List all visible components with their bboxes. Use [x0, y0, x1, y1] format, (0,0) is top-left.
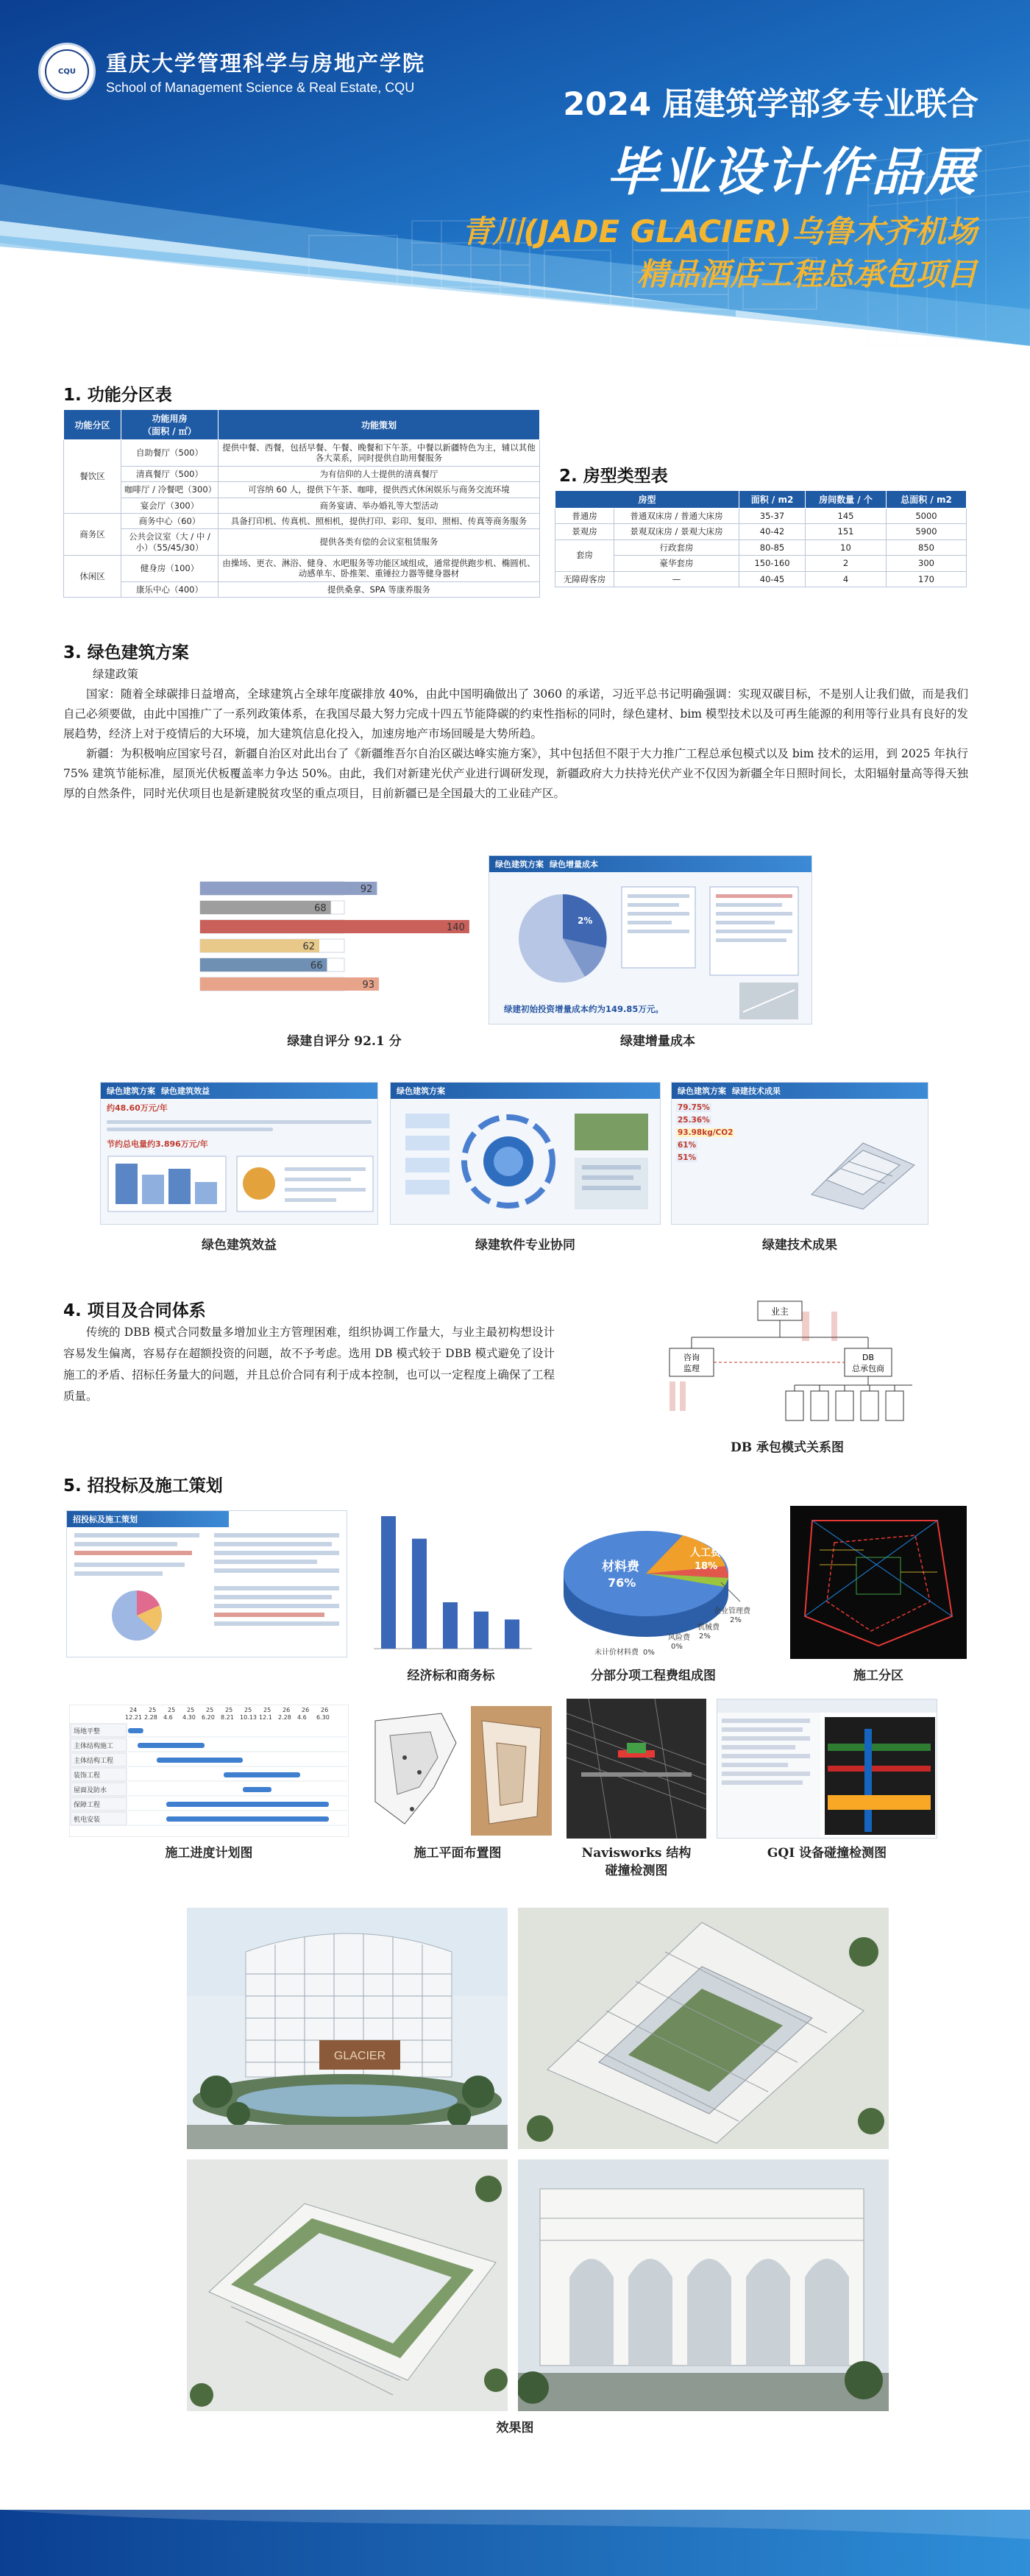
score-bar: [200, 977, 379, 991]
room-area: 40-45: [739, 571, 806, 587]
plan-cell: 提供各类有偿的会议室租赁服务: [219, 529, 540, 556]
contract-paragraph: 传统的 DBB 模式合同数量多增加业主方管理困难，组织协调工作量大，与业主最初构想设计容易发生偏离，容易存在超额投资的问题，故不予考虑。选用 DB 模式较于 DBB 模式避免了设计施工的矛盾、招标任务量大的问题，并且总价合同有利于成本控制，也可以一定程度上确保了工程质量。: [63, 1326, 555, 1403]
score-bar-label: 140: [447, 922, 465, 933]
gantt-date: 26: [283, 1707, 291, 1713]
econ-bar: [505, 1619, 519, 1649]
card-header-title: 绿色建筑方案: [495, 860, 544, 869]
score-bar: [200, 920, 469, 933]
school-name-en: School of Management Science & Real Estate, CQU: [106, 80, 415, 95]
plan-cell: 可容纳 60 人，提供下午茶、咖啡，提供西式休闲娱乐与商务交流环境: [219, 482, 540, 498]
gantt-row-label: 主体结构工程: [74, 1758, 114, 1765]
econ-bar: [443, 1602, 458, 1649]
plan-cell: 具备打印机、传真机、照相机，提供打印、彩印、复印、照相、传真等商务服务: [219, 513, 540, 528]
room-type: 普通双床房 / 普通大床房: [614, 509, 739, 524]
col-header: 面积 / m2: [739, 491, 806, 509]
tech-value: 51%: [678, 1153, 697, 1162]
schedule-gantt-chart: [69, 1705, 349, 1837]
score-bar: [200, 939, 319, 952]
gantt-date: 8.21: [221, 1714, 234, 1721]
score-bar-label: 62: [302, 941, 316, 952]
gantt-date: 4.6: [297, 1714, 307, 1721]
render-side-aerial-view: [187, 2159, 508, 2411]
gantt-row-label: 主体结构施工: [74, 1743, 114, 1750]
gantt-row-label: 屋面及防水: [74, 1787, 107, 1794]
table-row: [64, 556, 540, 582]
gantt-row-label: 保障工程: [74, 1802, 101, 1809]
room-type-table: [555, 490, 967, 587]
render-photo-4: [518, 2159, 889, 2411]
caption-gqi: GQI 设备碰撞检测图: [767, 1846, 887, 1861]
col-header: 功能分区: [64, 410, 121, 440]
room-total: 5000: [887, 509, 967, 524]
pie-small-label: 0%: [643, 1649, 655, 1657]
card-header-title: 绿色建筑方案: [397, 1086, 445, 1096]
room-type: 行政套房: [614, 539, 739, 555]
score-bar-label: 93: [362, 980, 375, 991]
db-relationship-diagram: [647, 1297, 927, 1437]
pie-label: 76%: [608, 1576, 636, 1590]
gantt-date: 25: [244, 1707, 252, 1713]
section5-title: 5. 招投标及施工策划: [63, 1476, 223, 1496]
room-category: 无障碍客房: [555, 571, 614, 587]
zone-cell: 休闲区: [64, 556, 121, 598]
gantt-bar: [243, 1787, 271, 1792]
title-line-1: 2024 届建筑学部多专业联合: [563, 86, 979, 123]
tech-value: 25.36%: [678, 1116, 710, 1125]
room-type: —: [614, 571, 739, 587]
tech-value: 79.75%: [678, 1103, 710, 1112]
gantt-date: 24: [129, 1707, 138, 1713]
gantt-row-label: 装饰工程: [74, 1772, 101, 1780]
pie-small-label: 企业管理费: [714, 1607, 750, 1616]
render-sign-text: GLACIER: [333, 2050, 386, 2062]
score-bar: [200, 901, 331, 914]
room-count: 145: [806, 509, 887, 524]
node-db-label: 总承包商: [852, 1364, 884, 1373]
gantt-date: 25: [263, 1707, 271, 1713]
tech-building-graphic: [797, 1099, 922, 1217]
policy-subtitle: 绿建政策: [93, 668, 139, 681]
room-category: 景观房: [555, 524, 614, 539]
tech-value: 93.98kg/CO2: [678, 1128, 734, 1137]
room-table-header: [555, 491, 967, 509]
col-header: 功能策划: [219, 410, 540, 440]
cost-pie-percent: 2%: [578, 916, 593, 926]
green-software-card: [390, 1082, 661, 1225]
card-header-sub: 绿色建筑效益: [161, 1086, 210, 1096]
col-header: 总面积 / m2: [887, 491, 967, 509]
node-owner-label: 业主: [770, 1306, 789, 1317]
render-photo-2: [518, 1908, 889, 2149]
gantt-bar: [128, 1728, 143, 1733]
pie-small-label: 2%: [730, 1616, 742, 1624]
table-row: [64, 581, 540, 597]
card-header: [391, 1083, 660, 1099]
room-category: 普通房: [555, 509, 614, 524]
caption-green-cost: 绿建增量成本: [620, 1034, 695, 1049]
green-score-bar-chart: [197, 876, 491, 1008]
score-bar: [200, 882, 377, 895]
gantt-date: 25: [225, 1707, 233, 1713]
bid-planning-card: [66, 1510, 347, 1657]
plan-cell: 提供桑拿、SPA 等康养服务: [219, 581, 540, 597]
gantt-row-label: 场地平整: [74, 1728, 101, 1735]
gqi-clash-view: [717, 1699, 937, 1839]
school-logo-group: [38, 43, 425, 100]
caption-cost-composition: 分部分项工程费组成图: [591, 1669, 716, 1683]
room-count: 10: [806, 539, 887, 555]
gantt-bar: [157, 1758, 243, 1763]
gantt-date: 25: [168, 1707, 176, 1713]
gantt-date: 2.28: [144, 1714, 157, 1721]
gantt-date: 12.21: [125, 1714, 142, 1721]
zone-cell: 商务区: [64, 513, 121, 555]
card-header-title: 绿色建筑方案: [678, 1086, 726, 1096]
render-aerial-view: [518, 1908, 889, 2149]
gantt-date: 25: [187, 1707, 195, 1713]
cost-composition-pie: [550, 1507, 771, 1662]
pie-label: 材料费: [602, 1560, 639, 1574]
zone-cell: 餐饮区: [64, 440, 121, 514]
room-cell: 自助餐厅（500）: [121, 440, 219, 467]
software-collab-diagram: [391, 1099, 661, 1224]
cad-zone-graphic: [790, 1506, 967, 1659]
table-row: [555, 571, 967, 587]
benefit-value-2: 节约总电量约3.896万元/年: [107, 1139, 208, 1149]
card-header-sub: 绿色增量成本: [550, 860, 598, 869]
col-header: 房间数量 / 个: [806, 491, 887, 509]
gantt-bar: [138, 1743, 205, 1748]
card-header: [489, 856, 811, 872]
navisworks-clash-view: [566, 1699, 706, 1839]
title-line-4: 精品酒店工程总承包项目: [636, 256, 977, 292]
render-front-view: [187, 1908, 508, 2149]
caption-construction-zone: 施工分区: [853, 1669, 903, 1683]
card-header-sub: 绿建技术成果: [732, 1086, 781, 1096]
card-header: [672, 1083, 928, 1099]
table-row: [555, 539, 967, 555]
table-row: [64, 513, 540, 528]
construction-zone-cad: [790, 1506, 967, 1659]
render-courtyard-view: [518, 2159, 889, 2411]
table-row: [64, 482, 540, 498]
room-area: 150-160: [739, 556, 806, 571]
econ-bar: [474, 1612, 489, 1649]
table-row: [555, 509, 967, 524]
room-type: 豪华套房: [614, 556, 739, 571]
room-area: 35-37: [739, 509, 806, 524]
section1-title: 1. 功能分区表: [63, 386, 172, 405]
table-row: [64, 529, 540, 556]
render-photo-1: [187, 1908, 508, 2149]
plan-cell: 商务宴请、举办婚礼等大型活动: [219, 498, 540, 513]
gantt-date: 26: [302, 1707, 310, 1713]
header-banner: [0, 0, 1030, 346]
footer-band: [0, 2510, 1030, 2576]
gantt-date: 26: [321, 1707, 329, 1713]
card-header-title: 招投标及施工策划: [73, 1515, 138, 1524]
section4-title: 4. 项目及合同体系: [63, 1301, 206, 1320]
node-supervisor-label: 咨询: [683, 1353, 700, 1362]
function-table-header: [64, 410, 540, 440]
caption-site-layout: 施工平面布置图: [413, 1846, 502, 1861]
room-area: 80-85: [739, 539, 806, 555]
caption-econ-bid: 经济标和商务标: [407, 1669, 495, 1683]
render-photo-3: [187, 2159, 508, 2411]
caption-navisworks-2: 碰撞检测图: [605, 1864, 668, 1878]
tech-value: 61%: [678, 1141, 697, 1150]
gantt-bar: [166, 1802, 329, 1807]
green-benefit-card: [100, 1082, 378, 1225]
pie-small-label: 风险费: [668, 1634, 690, 1642]
card-header: [67, 1511, 229, 1527]
room-cell: 康乐中心（400）: [121, 581, 219, 597]
pie-small-label: 0%: [671, 1643, 683, 1651]
pie-small-label: 机械费: [697, 1624, 720, 1632]
site-layout-plan: [360, 1699, 555, 1839]
gantt-date: 6.30: [316, 1714, 330, 1721]
policy-paragraph-national: 国家：随着全球碳排日益增高，全球建筑占全球年度碳排放 40%，由此中国明确做出了 3060 的承诺，习近平总书记明确强调：实现双碳目标，不是别人让我们做，而是我们自己必须要做，由此中国推广了一系列政策体系，在我国尽最大努力完成十四五节能降碳的约束性指标的同时，绿色建材、bim 模型技术以及可再生能源的利用等行业具有良好的发展趋势，经济上对于疫情后的大环境，加大建筑信息化投入，加速房地产市场回暖是大势所趋。: [63, 687, 968, 740]
section3-title: 3. 绿色建筑方案: [63, 643, 189, 662]
site-layout-graphic: [360, 1699, 555, 1839]
room-type: 景观双床房 / 景观大床房: [614, 524, 739, 539]
caption-green-software: 绿建软件专业协同: [475, 1238, 575, 1253]
gantt-row-label: 机电安装: [74, 1816, 101, 1824]
caption-green-benefit: 绿色建筑效益: [202, 1238, 277, 1253]
gantt-bar: [166, 1816, 329, 1822]
cost-pie-graphic: [489, 872, 812, 1025]
room-total: 850: [887, 539, 967, 555]
room-cell: 商务中心（60）: [121, 513, 219, 528]
caption-navisworks-1: Navisworks 结构: [581, 1846, 692, 1861]
room-cell: 健身房（100）: [121, 556, 219, 582]
room-cell: 公共会议室（大 / 中 / 小）（55/45/30）: [121, 529, 219, 556]
caption-db-diagram: DB 承包模式关系图: [730, 1440, 845, 1455]
gqi-graphic: [717, 1699, 937, 1839]
school-name-cn: 重庆大学管理科学与房地产学院: [106, 51, 426, 76]
room-count: 151: [806, 524, 887, 539]
gantt-date: 25: [149, 1707, 157, 1713]
econ-bar: [381, 1516, 396, 1649]
caption-green-tech: 绿建技术成果: [762, 1238, 837, 1253]
room-cell: 清真餐厅（500）: [121, 466, 219, 481]
benefit-diagram: [101, 1153, 378, 1219]
green-cost-card: [489, 855, 812, 1025]
score-bar-label: 66: [310, 960, 323, 972]
section2-title: 2. 房型类型表: [559, 467, 668, 486]
policy-paragraph-xinjiang: 新疆：为积极响应国家号召，新疆自治区对此出台了《新疆维吾尔自治区碳达峰实施方案》，其中包括但不限于大力推广工程总承包模式以及 bim 技术的运用，到 2025 年执行 75% 建筑节能标准，屋顶光伏板覆盖率力争达 50%。由此，我们对新建光伏产业进行调研发现，新疆政府大力扶持光伏产业不仅因为新疆全年日照时间长，太阳辐射量高等得天独厚的自然条件，同时光伏项目也是新建脱贫攻坚的重点项目，目前新疆已是全国最大的工业硅产区。: [63, 747, 968, 800]
green-tech-card: [671, 1082, 928, 1225]
bid-planning-graphic: [67, 1527, 347, 1657]
plan-cell: 由操场、更衣、淋浴、健身、水吧服务等功能区域组成，通常提供跑步机、椭圆机、动感单车、卧推架、重锤拉力器等健身器材: [219, 556, 540, 582]
caption-green-score: 绿建自评分 92.1 分: [287, 1034, 402, 1049]
table-row: [64, 498, 540, 513]
caption-render: 效果图: [496, 2421, 534, 2435]
table-row: [64, 466, 540, 481]
gantt-date: 10.13: [240, 1714, 257, 1721]
pie-small-label: 2%: [699, 1632, 711, 1641]
gantt-date: 2.28: [278, 1714, 291, 1721]
pie-label: 18%: [695, 1561, 718, 1572]
col-header: 功能用房 （面积 / ㎡）: [121, 410, 219, 440]
caption-schedule: 施工进度计划图: [165, 1846, 253, 1861]
card-header: [101, 1083, 377, 1099]
node-db-label: DB: [862, 1353, 875, 1362]
economic-bid-bar-chart: [366, 1501, 536, 1663]
table-row: [64, 440, 540, 467]
room-total: 5900: [887, 524, 967, 539]
function-zone-table: [63, 409, 540, 598]
cost-note: 绿建初始投资增量成本约为149.85万元。: [504, 1004, 664, 1014]
score-bar-label: 68: [314, 903, 327, 914]
navisworks-graphic: [566, 1699, 706, 1839]
node-supervisor-label: 监理: [683, 1364, 700, 1373]
room-cell: 咖啡厅 / 冷餐吧（300）: [121, 482, 219, 498]
gantt-date: 12.1: [259, 1714, 272, 1721]
room-count: 2: [806, 556, 887, 571]
table-row: [555, 524, 967, 539]
plan-cell: 为有信仰的人士提供的清真餐厅: [219, 466, 540, 481]
room-count: 4: [806, 571, 887, 587]
score-bar: [200, 958, 327, 972]
gantt-bar: [224, 1772, 300, 1777]
card-header-title: 绿色建筑方案: [107, 1086, 155, 1096]
room-cell: 宴会厅（300）: [121, 498, 219, 513]
gantt-date: 4.30: [182, 1714, 196, 1721]
title-line-3: 青川(JADE GLACIER)乌鲁木齐机场: [461, 213, 977, 250]
table-row: [555, 556, 967, 571]
room-category: 套房: [555, 539, 614, 571]
room-total: 170: [887, 571, 967, 587]
gantt-date: 4.6: [163, 1714, 173, 1721]
gantt-date: 6.20: [202, 1714, 215, 1721]
score-bar-label: 92: [360, 884, 373, 895]
econ-bar: [412, 1539, 427, 1649]
room-total: 300: [887, 556, 967, 571]
title-line-2: 毕业设计作品展: [606, 142, 977, 202]
room-area: 40-42: [739, 524, 806, 539]
gantt-date: 25: [206, 1707, 214, 1713]
school-seal-icon: CQU: [38, 43, 96, 100]
tech-values-list: [672, 1099, 797, 1217]
pie-small-label: 未计价材料费: [594, 1649, 639, 1657]
benefit-value-1: 约48.60万元/年: [107, 1103, 168, 1113]
pie-label: 人工费: [690, 1547, 721, 1559]
col-header: 房型: [555, 491, 739, 509]
plan-cell: 提供中餐、西餐，包括早餐、午餐、晚餐和下午茶。中餐以新疆特色为主，辅以其他各大菜系，同时提供自助用餐服务: [219, 440, 540, 467]
